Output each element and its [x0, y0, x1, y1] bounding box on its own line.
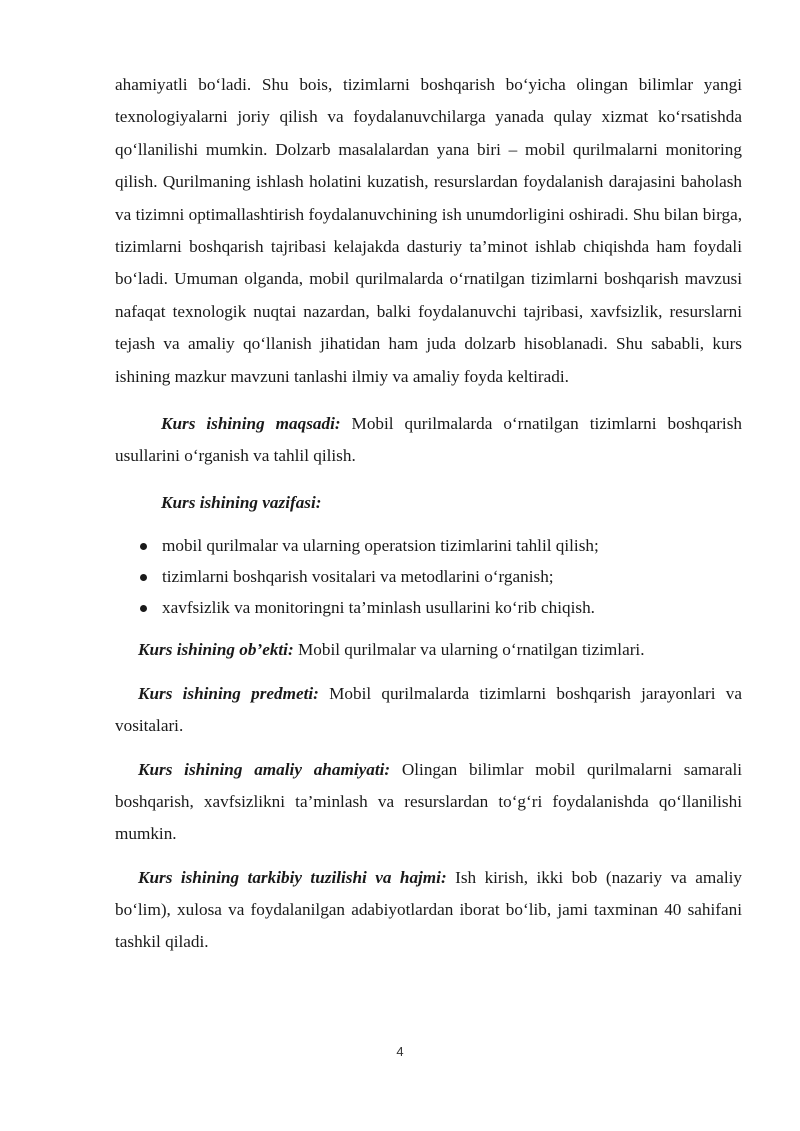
list-item: [115, 561, 742, 592]
tasks-list: [115, 530, 742, 623]
structure-paragraph: [115, 862, 742, 958]
goal-label: Kurs ishining maqsadi:: [161, 414, 341, 434]
task-text: tizimlarni boshqarish vositalari va metodlarini o‘rganish;: [162, 567, 554, 587]
bullet-icon: [140, 574, 147, 581]
subject-text: Mobil qurilmalarda tizimlarni boshqarish jarayonlari va vositalari.: [115, 684, 742, 736]
list-item: [115, 530, 742, 561]
page-number: 4: [396, 1044, 404, 1059]
list-item: [115, 592, 742, 623]
object-text: Mobil qurilmalar va ularning o‘rnatilgan tizimlari.: [293, 640, 645, 660]
intro-paragraph: ahamiyatli bo‘ladi. Shu bois, tizimlarni boshqarish bo‘yicha olingan bilimlar yangi texnologiyalarni joriy qilish va foydalanuvchilarga yanada qulay xizmat ko‘rsatishda qo‘llanilishi mumkin. Dolzarb masalalardan yana biri – mobil qurilmalarni monitoring qilish. Qurilmaning ishlash holatini kuzatish, resurslardan foydalanish darajasini baholash va tizimni optimallashtirish foydalanuvchining ish unumdorligini oshiradi. Shu bilan birga, tizimlarni boshqarish tajribasi kelajakda dasturiy ta’minot ishlab chiqishda ham foydali bo‘ladi. Umuman olganda, mobil qurilmalarda o‘rnatilgan tizimlarni boshqarish mavzusi nafaqat texnologik nuqtai nazardan, balki foydalanuvchi tajribasi, xavfsizlik, resurslarni tejash va amaliy qo‘llanish jihatidan ham juda dolzarb hisoblanadi. Shu sababli, kurs ishining mazkur mavzuni tanlashi ilmiy va amaliy foyda keltiradi.: [115, 75, 742, 386]
tasks-label: Kurs ishining vazifasi:: [161, 493, 322, 513]
practical-significance-paragraph: [115, 754, 742, 850]
task-text: xavfsizlik va monitoringni ta’minlash usullarini ko‘rib chiqish.: [162, 598, 595, 618]
object-label: Kurs ishining ob’ekti:: [138, 640, 294, 660]
practical-significance-text: Olingan bilimlar mobil qurilmalarni samarali boshqarish, xavfsizlikni ta’minlash va resurslardan to‘g‘ri foydalanishda qo‘llanilishi mumkin.: [115, 760, 742, 844]
subject-paragraph: [115, 678, 742, 742]
page-content: [115, 69, 742, 958]
structure-label: Kurs ishining tarkibiy tuzilishi va hajmi:: [138, 868, 447, 888]
object-paragraph: [115, 634, 742, 666]
subject-label: Kurs ishining predmeti:: [138, 684, 319, 704]
bullet-icon: [140, 543, 147, 550]
goal-text: Mobil qurilmalarda o‘rnatilgan tizimlarni boshqarish usullarini o‘rganish va tahlil qilish.: [115, 414, 742, 466]
task-text: mobil qurilmalar va ularning operatsion tizimlarini tahlil qilish;: [162, 536, 599, 556]
tasks-heading: [115, 487, 742, 519]
structure-text: Ish kirish, ikki bob (nazariy va amaliy bo‘lim), xulosa va foydalanilgan adabiyotlardan iborat bo‘lib, jami taxminan 40 sahifani tashkil qiladi.: [115, 868, 743, 952]
goal-paragraph: [115, 408, 742, 472]
bullet-icon: [140, 605, 147, 612]
practical-significance-label: Kurs ishining amaliy ahamiyati:: [138, 760, 391, 780]
